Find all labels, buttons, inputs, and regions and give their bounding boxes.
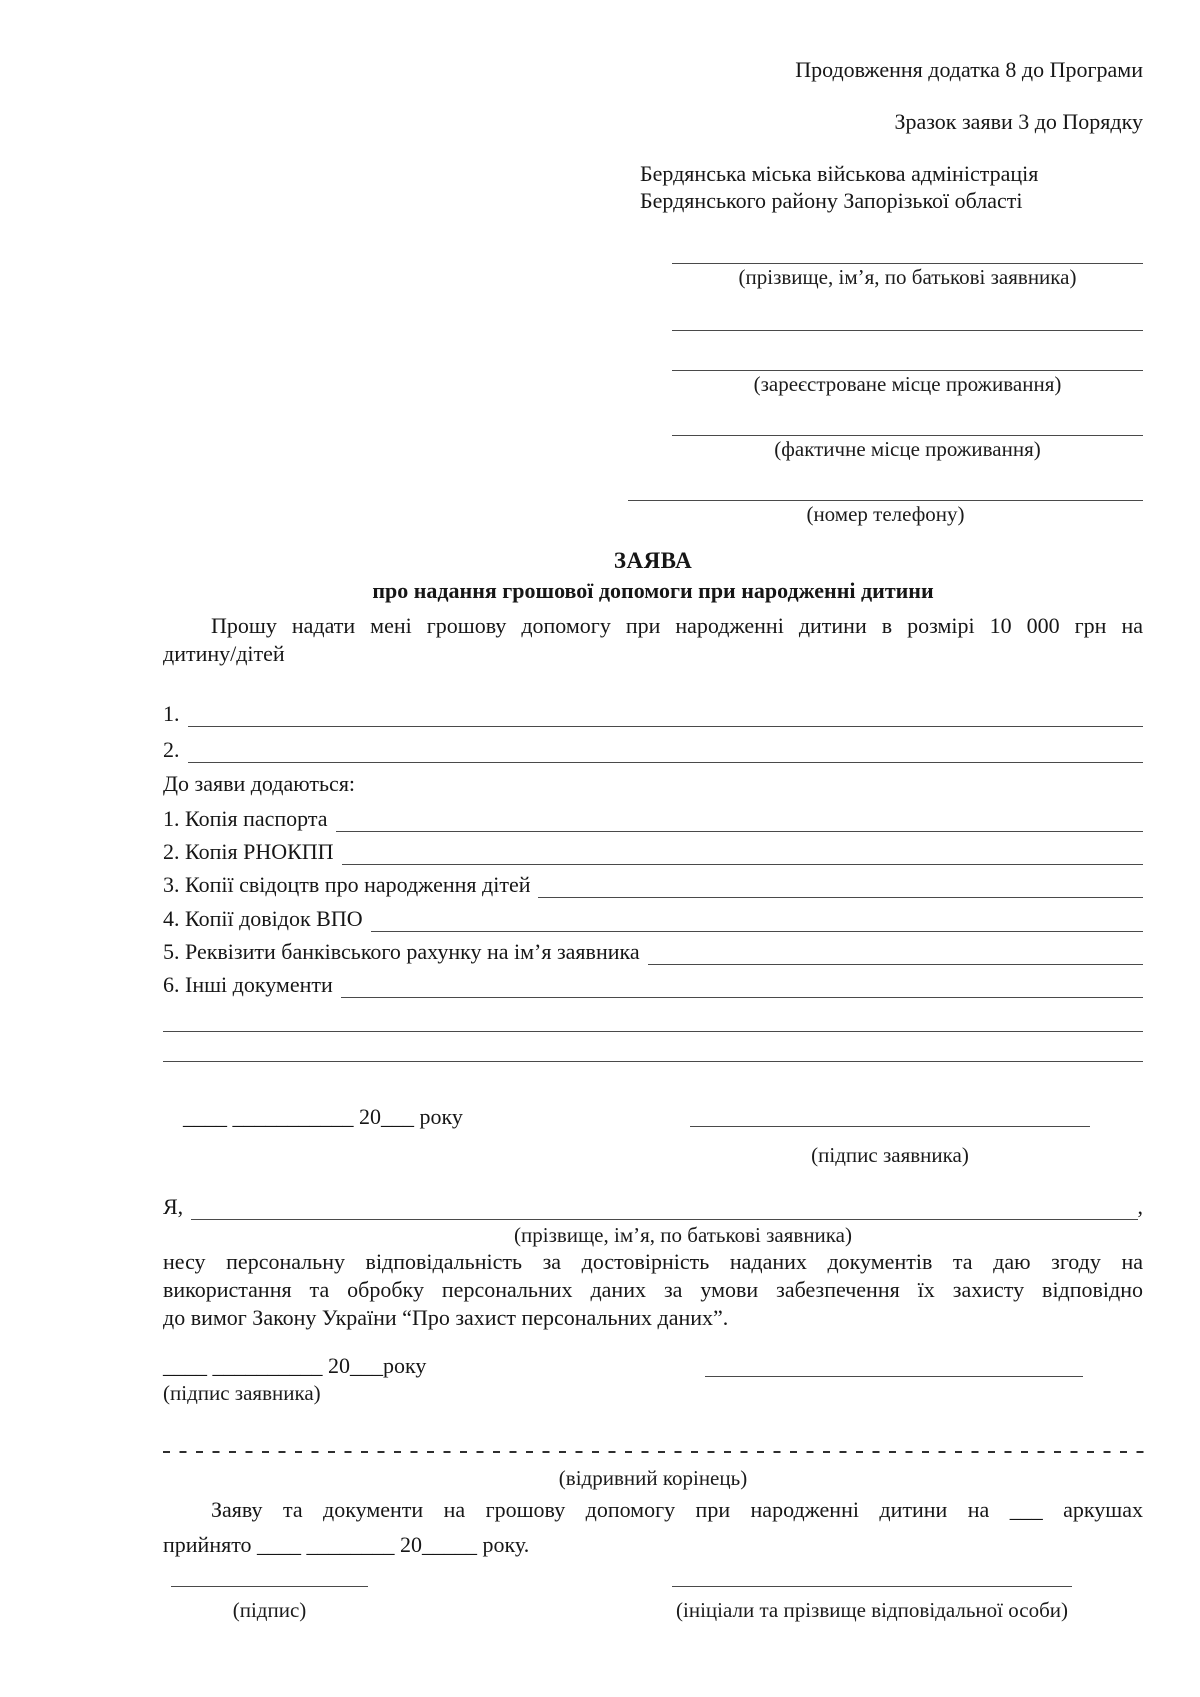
tear-off-paragraph <box>163 1492 1143 1562</box>
registered-address-blank-line <box>672 370 1143 371</box>
authority-block <box>640 160 1145 214</box>
child-row-2-blank-line <box>188 737 1144 763</box>
phone-caption: (номер телефону) <box>806 502 965 526</box>
attachment-label-bank-details: 5. Реквізити банківського рахунку на ім’я заявника <box>163 939 640 964</box>
authority-line-2: Бердянського району Запорізької області <box>640 188 1023 213</box>
attachment-label-passport: 1. Копія паспорта <box>163 806 328 831</box>
actual-address-caption: (фактичне місце проживання) <box>774 437 1041 461</box>
signature-blank-line-2 <box>705 1376 1083 1377</box>
signature-caption-1: (підпис заявника) <box>811 1143 969 1167</box>
attachment-row <box>163 839 1143 865</box>
date-blank-2: ____ __________ 20___року <box>163 1353 427 1378</box>
request-paragraph-line-1: Прошу надати мені грошову допомогу при народженні дитини в розмірі 10 000 грн на <box>211 613 1143 638</box>
official-signature-blank-line <box>171 1586 368 1587</box>
attachment-label-idp-certificates: 4. Копії довідок ВПО <box>163 906 363 931</box>
child-row-2 <box>163 737 1143 763</box>
attachment-blank-line <box>342 839 1143 865</box>
consent-line-1: несу персональну відповідальність за достовірність наданих документів та даю згоду на <box>163 1249 1143 1274</box>
attachment-row <box>163 872 1143 898</box>
consent-lead: Я, <box>163 1194 184 1219</box>
request-paragraph-line-2: дитину/дітей <box>163 641 285 666</box>
attachment-blank-line <box>538 872 1143 898</box>
phone-blank-line <box>628 500 1143 501</box>
authority-line-1: Бердянська міська військова адміністрація <box>640 161 1039 186</box>
consent-name-row <box>163 1194 1143 1220</box>
registered-address-caption: (зареєстроване місце проживання) <box>753 372 1062 396</box>
consent-name-blank-line <box>191 1194 1137 1220</box>
attachment-row <box>163 806 1143 832</box>
attachment-blank-line <box>648 939 1143 965</box>
attachment-blank-line <box>341 972 1143 998</box>
consent-name-caption: (прізвище, ім’я, по батькові заявника) <box>514 1223 852 1247</box>
continuation-blank-line <box>163 1061 1143 1062</box>
attachment-label-other-documents: 6. Інші документи <box>163 972 333 997</box>
signature-caption-2: (підпис заявника) <box>163 1381 321 1405</box>
request-paragraph <box>163 612 1143 668</box>
signature-blank-line-1 <box>690 1126 1090 1127</box>
attachment-blank-line <box>371 906 1143 932</box>
tear-off-caption: (відривний корінець) <box>558 1466 748 1490</box>
document-subtitle: про надання грошової допомоги при народженні дитини <box>372 578 934 603</box>
sample-note: Зразок заяви 3 до Порядку <box>894 109 1143 134</box>
attachment-row <box>163 939 1143 965</box>
applicant-name-blank-line <box>672 263 1143 264</box>
tear-off-dashed-line <box>163 1451 1145 1453</box>
child-row-2-label: 2. <box>163 737 180 762</box>
attachment-row <box>163 972 1143 998</box>
consent-trailing-comma: , <box>1137 1194 1143 1219</box>
actual-address-blank-line <box>672 435 1143 436</box>
attachments-heading: До заяви додаються: <box>163 771 356 796</box>
document-title: ЗАЯВА <box>613 548 693 573</box>
official-name-caption: (ініціали та прізвище відповідальної особи) <box>676 1598 1068 1622</box>
continuation-blank-line <box>163 1031 1143 1032</box>
consent-line-2: використання та обробку персональних даних за умови забезпечення їх захисту відповідно <box>163 1277 1143 1302</box>
attachment-label-birth-certificates: 3. Копії свідоцтв про народження дітей <box>163 872 531 897</box>
child-row-1 <box>163 701 1143 727</box>
tear-off-line-2: прийнято ____ ________ 20_____ року. <box>163 1532 530 1557</box>
attachment-row <box>163 906 1143 932</box>
child-row-1-label: 1. <box>163 701 180 726</box>
date-blank-1: ____ ___________ 20___ року <box>183 1104 463 1129</box>
attachment-blank-line <box>336 806 1143 832</box>
applicant-name-caption: (прізвище, ім’я, по батькові заявника) <box>738 265 1077 289</box>
official-signature-caption: (підпис) <box>232 1598 307 1622</box>
blank-line <box>672 330 1143 331</box>
consent-paragraph <box>163 1248 1143 1332</box>
tear-off-line-1: Заяву та документи на грошову допомогу при народженні дитини на ___ аркушах <box>211 1497 1143 1522</box>
attachment-label-rnokpp: 2. Копія РНОКПП <box>163 839 334 864</box>
child-row-1-blank-line <box>188 701 1144 727</box>
consent-line-3: до вимог Закону України “Про захист персональних даних”. <box>163 1305 729 1330</box>
official-name-blank-line <box>672 1586 1072 1587</box>
annex-note: Продовження додатка 8 до Програми <box>795 57 1143 82</box>
